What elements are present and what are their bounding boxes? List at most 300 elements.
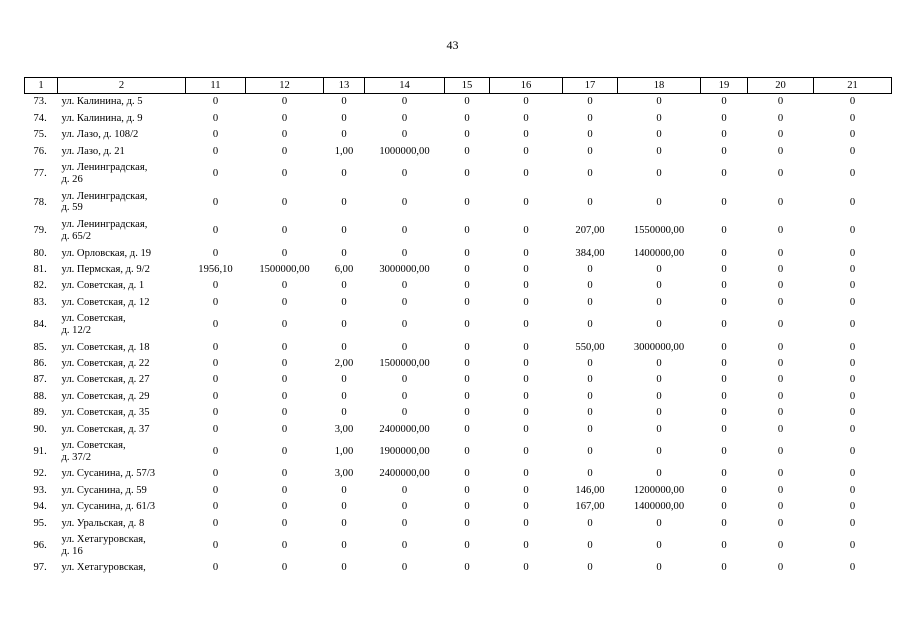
value-cell: 0 <box>721 247 727 259</box>
value-cell: 0 <box>587 145 593 157</box>
address-cell <box>58 278 186 294</box>
value-cell: 0 <box>721 96 727 108</box>
value-cell: 0 <box>777 225 784 237</box>
value-cell: 0 <box>849 390 856 402</box>
value-cell: 0 <box>523 468 529 480</box>
column-header: 15 <box>445 78 490 94</box>
row-number: 79. <box>33 225 47 237</box>
address-line: ул. Уральская, д. 8 <box>61 517 145 529</box>
value-cell: 0 <box>721 341 727 353</box>
value-cell: 0 <box>464 225 470 237</box>
value-cell: 0 <box>523 296 529 308</box>
table-row <box>25 482 892 498</box>
value-cell: 6,00 <box>334 263 354 275</box>
row-number: 95. <box>33 517 47 529</box>
value-cell: 0 <box>777 263 784 275</box>
value-cell: 0 <box>777 296 784 308</box>
row-number: 85. <box>33 341 47 353</box>
address-cell <box>58 339 186 355</box>
address-line: д. 26 <box>61 173 83 185</box>
value-cell: 0 <box>464 540 470 552</box>
value-cell: 0 <box>721 319 727 331</box>
value-cell: 0 <box>464 263 470 275</box>
row-number: 76. <box>33 145 47 157</box>
value-cell: 0 <box>523 247 529 259</box>
value-cell: 0 <box>721 423 727 435</box>
row-number: 90. <box>33 423 47 435</box>
value-cell: 0 <box>401 407 408 419</box>
value-cell: 0 <box>341 129 347 141</box>
value-cell: 0 <box>656 540 662 552</box>
address-line: ул. Сусанина, д. 57/3 <box>61 468 156 480</box>
address-cell <box>58 188 186 217</box>
value-cell: 0 <box>656 196 662 208</box>
address-line: ул. Лазо, д. 21 <box>61 145 125 157</box>
value-cell: 0 <box>401 296 408 308</box>
table-row <box>25 405 892 421</box>
row-number: 75. <box>33 129 47 141</box>
value-cell: 0 <box>849 341 856 353</box>
value-cell: 0 <box>281 196 288 208</box>
value-cell: 0 <box>212 540 219 552</box>
value-cell: 0 <box>212 501 219 513</box>
table-row <box>25 372 892 388</box>
address-cell <box>58 245 186 261</box>
value-cell: 550,00 <box>575 341 605 353</box>
value-cell: 0 <box>721 196 727 208</box>
value-cell: 0 <box>849 280 856 292</box>
value-cell: 3,00 <box>334 423 354 435</box>
column-header: 17 <box>563 78 618 94</box>
value-cell: 0 <box>587 540 593 552</box>
column-header: 20 <box>748 78 814 94</box>
value-cell: 0 <box>281 562 288 574</box>
value-cell: 0 <box>523 263 529 275</box>
value-cell: 0 <box>401 196 408 208</box>
value-cell: 0 <box>849 319 856 331</box>
value-cell: 0 <box>587 296 593 308</box>
address-line: д. 12/2 <box>61 324 92 336</box>
value-cell: 1400000,00 <box>633 501 685 513</box>
value-cell: 0 <box>341 390 347 402</box>
value-cell: 0 <box>401 319 408 331</box>
value-cell: 0 <box>281 374 288 386</box>
value-cell: 0 <box>281 129 288 141</box>
value-cell: 0 <box>587 168 593 180</box>
value-cell: 0 <box>777 423 784 435</box>
value-cell: 0 <box>212 374 219 386</box>
value-cell: 0 <box>281 280 288 292</box>
value-cell: 0 <box>656 96 662 108</box>
value-cell: 0 <box>341 196 347 208</box>
row-number: 74. <box>33 112 47 124</box>
value-cell: 0 <box>464 129 470 141</box>
address-cell <box>58 405 186 421</box>
value-cell: 0 <box>721 374 727 386</box>
value-cell: 0 <box>464 145 470 157</box>
value-cell: 0 <box>777 484 784 496</box>
value-cell: 0 <box>721 112 727 124</box>
value-cell: 0 <box>464 196 470 208</box>
value-cell: 0 <box>849 357 856 369</box>
table-row <box>25 94 892 111</box>
address-cell <box>58 261 186 277</box>
value-cell: 0 <box>656 280 662 292</box>
row-number: 77. <box>33 168 47 180</box>
value-cell: 0 <box>464 445 470 457</box>
value-cell: 0 <box>281 96 288 108</box>
value-cell: 0 <box>656 263 662 275</box>
value-cell: 0 <box>341 96 347 108</box>
value-cell: 384,00 <box>575 247 605 259</box>
value-cell: 0 <box>281 517 288 529</box>
value-cell: 0 <box>849 445 856 457</box>
value-cell: 1500000,00 <box>379 357 430 369</box>
value-cell: 0 <box>721 129 727 141</box>
table-header-row <box>25 78 892 94</box>
value-cell: 0 <box>281 468 288 480</box>
value-cell: 0 <box>587 263 593 275</box>
value-cell: 0 <box>523 484 529 496</box>
value-cell: 0 <box>401 484 408 496</box>
address-line: ул. Ленинградская, <box>61 162 148 174</box>
value-cell: 0 <box>587 96 593 108</box>
value-cell: 0 <box>281 168 288 180</box>
value-cell: 0 <box>849 296 856 308</box>
column-header: 2 <box>58 78 186 94</box>
value-cell: 0 <box>656 319 662 331</box>
column-header: 11 <box>186 78 246 94</box>
column-header: 1 <box>25 78 58 94</box>
address-line: ул. Орловская, д. 19 <box>61 247 152 259</box>
address-line: ул. Ленинградская, <box>61 219 148 231</box>
value-cell: 0 <box>721 357 727 369</box>
value-cell: 0 <box>849 423 856 435</box>
address-line: ул. Калинина, д. 9 <box>61 112 143 124</box>
value-cell: 0 <box>523 423 529 435</box>
table-row <box>25 356 892 372</box>
value-cell: 0 <box>523 225 529 237</box>
value-cell: 0 <box>212 407 219 419</box>
value-cell: 0 <box>464 468 470 480</box>
address-cell <box>58 532 186 561</box>
address-line: ул. Калинина, д. 5 <box>61 96 143 108</box>
table-row <box>25 217 892 246</box>
value-cell: 0 <box>281 112 288 124</box>
value-cell: 0 <box>401 540 408 552</box>
value-cell: 0 <box>523 196 529 208</box>
table-row <box>25 294 892 310</box>
address-line: ул. Хетагуровская, <box>61 562 146 574</box>
value-cell: 0 <box>656 129 662 141</box>
row-number: 92. <box>33 468 47 480</box>
value-cell: 0 <box>281 225 288 237</box>
value-cell: 0 <box>777 501 784 513</box>
value-cell: 0 <box>281 296 288 308</box>
table-row <box>25 515 892 531</box>
value-cell: 0 <box>401 168 408 180</box>
value-cell: 0 <box>523 501 529 513</box>
value-cell: 0 <box>777 129 784 141</box>
column-header: 12 <box>246 78 324 94</box>
value-cell: 0 <box>777 168 784 180</box>
value-cell: 0 <box>341 341 347 353</box>
value-cell: 0 <box>341 247 347 259</box>
column-header: 14 <box>365 78 445 94</box>
row-number: 97. <box>33 562 47 574</box>
column-header: 21 <box>814 78 892 94</box>
value-cell: 0 <box>341 296 347 308</box>
value-cell: 0 <box>523 357 529 369</box>
value-cell: 0 <box>401 129 408 141</box>
value-cell: 0 <box>523 129 529 141</box>
value-cell: 0 <box>849 562 856 574</box>
value-cell: 0 <box>777 540 784 552</box>
value-cell: 1550000,00 <box>633 225 685 237</box>
value-cell: 0 <box>281 357 288 369</box>
row-number: 81. <box>33 263 47 275</box>
value-cell: 0 <box>721 445 727 457</box>
value-cell: 0 <box>281 484 288 496</box>
address-cell <box>58 356 186 372</box>
address-line: ул. Советская, д. 22 <box>61 357 150 369</box>
address-cell <box>58 311 186 340</box>
value-cell: 0 <box>777 562 784 574</box>
value-cell: 0 <box>281 145 288 157</box>
value-cell: 0 <box>777 517 784 529</box>
value-cell: 0 <box>212 168 219 180</box>
value-cell: 0 <box>587 445 593 457</box>
value-cell: 0 <box>464 357 470 369</box>
value-cell: 0 <box>721 225 727 237</box>
address-cell <box>58 160 186 189</box>
value-cell: 0 <box>401 517 408 529</box>
value-cell: 0 <box>464 374 470 386</box>
value-cell: 0 <box>341 374 347 386</box>
address-line: ул. Сусанина, д. 61/3 <box>61 501 156 513</box>
value-cell: 2,00 <box>334 357 354 369</box>
address-cell <box>58 143 186 159</box>
table-row <box>25 261 892 277</box>
address-line: д. 65/2 <box>61 230 92 242</box>
value-cell: 0 <box>849 517 856 529</box>
column-header: 18 <box>618 78 701 94</box>
address-line: ул. Сусанина, д. 59 <box>61 484 147 496</box>
value-cell: 0 <box>656 407 662 419</box>
value-cell: 0 <box>721 280 727 292</box>
value-cell: 0 <box>777 96 784 108</box>
value-cell: 0 <box>212 280 219 292</box>
value-cell: 207,00 <box>575 225 605 237</box>
value-cell: 0 <box>464 96 470 108</box>
value-cell: 0 <box>587 319 593 331</box>
address-line: д. 37/2 <box>61 451 92 463</box>
value-cell: 0 <box>587 517 593 529</box>
value-cell: 0 <box>401 501 408 513</box>
value-cell: 1400000,00 <box>633 247 685 259</box>
value-cell: 0 <box>212 390 219 402</box>
value-cell: 0 <box>464 517 470 529</box>
value-cell: 0 <box>523 96 529 108</box>
value-cell: 0 <box>721 562 727 574</box>
value-cell: 0 <box>341 168 347 180</box>
address-line: ул. Советская, <box>61 313 126 325</box>
value-cell: 0 <box>281 341 288 353</box>
value-cell: 0 <box>777 407 784 419</box>
table-row <box>25 311 892 340</box>
value-cell: 0 <box>523 390 529 402</box>
address-cell <box>58 515 186 531</box>
value-cell: 167,00 <box>575 501 605 513</box>
value-cell: 0 <box>777 357 784 369</box>
value-cell: 0 <box>464 319 470 331</box>
value-cell: 0 <box>401 225 408 237</box>
value-cell: 0 <box>777 145 784 157</box>
address-cell <box>58 482 186 498</box>
address-line: ул. Советская, д. 35 <box>61 407 150 419</box>
address-line: ул. Советская, д. 37 <box>61 423 150 435</box>
value-cell: 0 <box>777 390 784 402</box>
value-cell: 0 <box>212 247 219 259</box>
value-cell: 0 <box>849 540 856 552</box>
value-cell: 0 <box>464 296 470 308</box>
value-cell: 0 <box>849 501 856 513</box>
value-cell: 0 <box>401 374 408 386</box>
value-cell: 0 <box>341 484 347 496</box>
value-cell: 0 <box>656 468 662 480</box>
value-cell: 0 <box>721 484 727 496</box>
value-cell: 0 <box>341 225 347 237</box>
value-cell: 0 <box>656 112 662 124</box>
value-cell: 0 <box>587 280 593 292</box>
value-cell: 0 <box>721 468 727 480</box>
value-cell: 0 <box>849 145 856 157</box>
value-cell: 0 <box>523 168 529 180</box>
table-row <box>25 160 892 189</box>
value-cell: 0 <box>212 319 219 331</box>
row-number: 86. <box>33 357 47 369</box>
value-cell: 0 <box>341 540 347 552</box>
value-cell: 0 <box>341 319 347 331</box>
address-cell <box>58 466 186 482</box>
value-cell: 0 <box>281 445 288 457</box>
value-cell: 0 <box>464 280 470 292</box>
value-cell: 0 <box>464 501 470 513</box>
value-cell: 0 <box>212 423 219 435</box>
value-cell: 0 <box>587 407 593 419</box>
address-line: ул. Советская, д. 1 <box>61 280 145 292</box>
value-cell: 0 <box>401 390 408 402</box>
value-cell: 0 <box>777 374 784 386</box>
value-cell: 0 <box>212 296 219 308</box>
value-cell: 0 <box>721 168 727 180</box>
value-cell: 0 <box>401 96 408 108</box>
column-header: 13 <box>324 78 365 94</box>
address-cell <box>58 110 186 126</box>
value-cell: 0 <box>777 247 784 259</box>
table-row <box>25 466 892 482</box>
table-row <box>25 421 892 437</box>
address-line: ул. Советская, д. 12 <box>61 296 150 308</box>
value-cell: 0 <box>849 168 856 180</box>
value-cell: 0 <box>523 145 529 157</box>
value-cell: 0 <box>212 145 219 157</box>
value-cell: 0 <box>464 484 470 496</box>
table-row <box>25 278 892 294</box>
row-number: 78. <box>33 196 47 208</box>
value-cell: 0 <box>212 517 219 529</box>
value-cell: 0 <box>401 112 408 124</box>
value-cell: 0 <box>523 341 529 353</box>
value-cell: 0 <box>587 112 593 124</box>
value-cell: 0 <box>281 501 288 513</box>
row-number: 89. <box>33 407 47 419</box>
value-cell: 0 <box>464 112 470 124</box>
value-cell: 0 <box>721 517 727 529</box>
address-line: ул. Ленинградская, <box>61 190 148 202</box>
value-cell: 0 <box>587 129 593 141</box>
value-cell: 0 <box>523 445 529 457</box>
table-row <box>25 532 892 561</box>
value-cell: 3000000,00 <box>379 263 430 275</box>
value-cell: 0 <box>656 374 662 386</box>
address-cell <box>58 437 186 466</box>
value-cell: 0 <box>656 296 662 308</box>
value-cell: 0 <box>721 540 727 552</box>
value-cell: 0 <box>721 263 727 275</box>
table-row <box>25 245 892 261</box>
value-cell: 0 <box>849 468 856 480</box>
value-cell: 0 <box>464 390 470 402</box>
table-row <box>25 127 892 143</box>
address-line: ул. Лазо, д. 108/2 <box>61 129 139 141</box>
value-cell: 0 <box>656 562 662 574</box>
value-cell: 0 <box>523 374 529 386</box>
value-cell: 0 <box>656 145 662 157</box>
value-cell: 0 <box>777 319 784 331</box>
address-line: д. 16 <box>61 545 83 557</box>
address-cell <box>58 560 186 576</box>
row-number: 94. <box>33 501 47 513</box>
value-cell: 0 <box>523 540 529 552</box>
row-number: 83. <box>33 296 47 308</box>
value-cell: 0 <box>721 296 727 308</box>
value-cell: 1500000,00 <box>259 263 310 275</box>
value-cell: 0 <box>281 407 288 419</box>
value-cell: 3000000,00 <box>633 341 685 353</box>
table-row <box>25 499 892 515</box>
value-cell: 0 <box>587 196 593 208</box>
address-line: ул. Хетагуровская, <box>61 534 146 546</box>
address-cell <box>58 127 186 143</box>
address-cell <box>58 388 186 404</box>
value-cell: 0 <box>656 390 662 402</box>
value-cell: 0 <box>212 357 219 369</box>
value-cell: 0 <box>464 407 470 419</box>
value-cell: 1200000,00 <box>633 484 685 496</box>
value-cell: 0 <box>212 445 219 457</box>
value-cell: 0 <box>656 168 662 180</box>
address-line: д. 59 <box>61 202 83 214</box>
value-cell: 0 <box>401 247 408 259</box>
value-cell: 0 <box>281 423 288 435</box>
value-cell: 0 <box>401 280 408 292</box>
address-cell <box>58 217 186 246</box>
value-cell: 0 <box>777 196 784 208</box>
address-line: ул. Советская, д. 29 <box>61 390 150 402</box>
value-cell: 0 <box>281 247 288 259</box>
value-cell: 0 <box>212 468 219 480</box>
